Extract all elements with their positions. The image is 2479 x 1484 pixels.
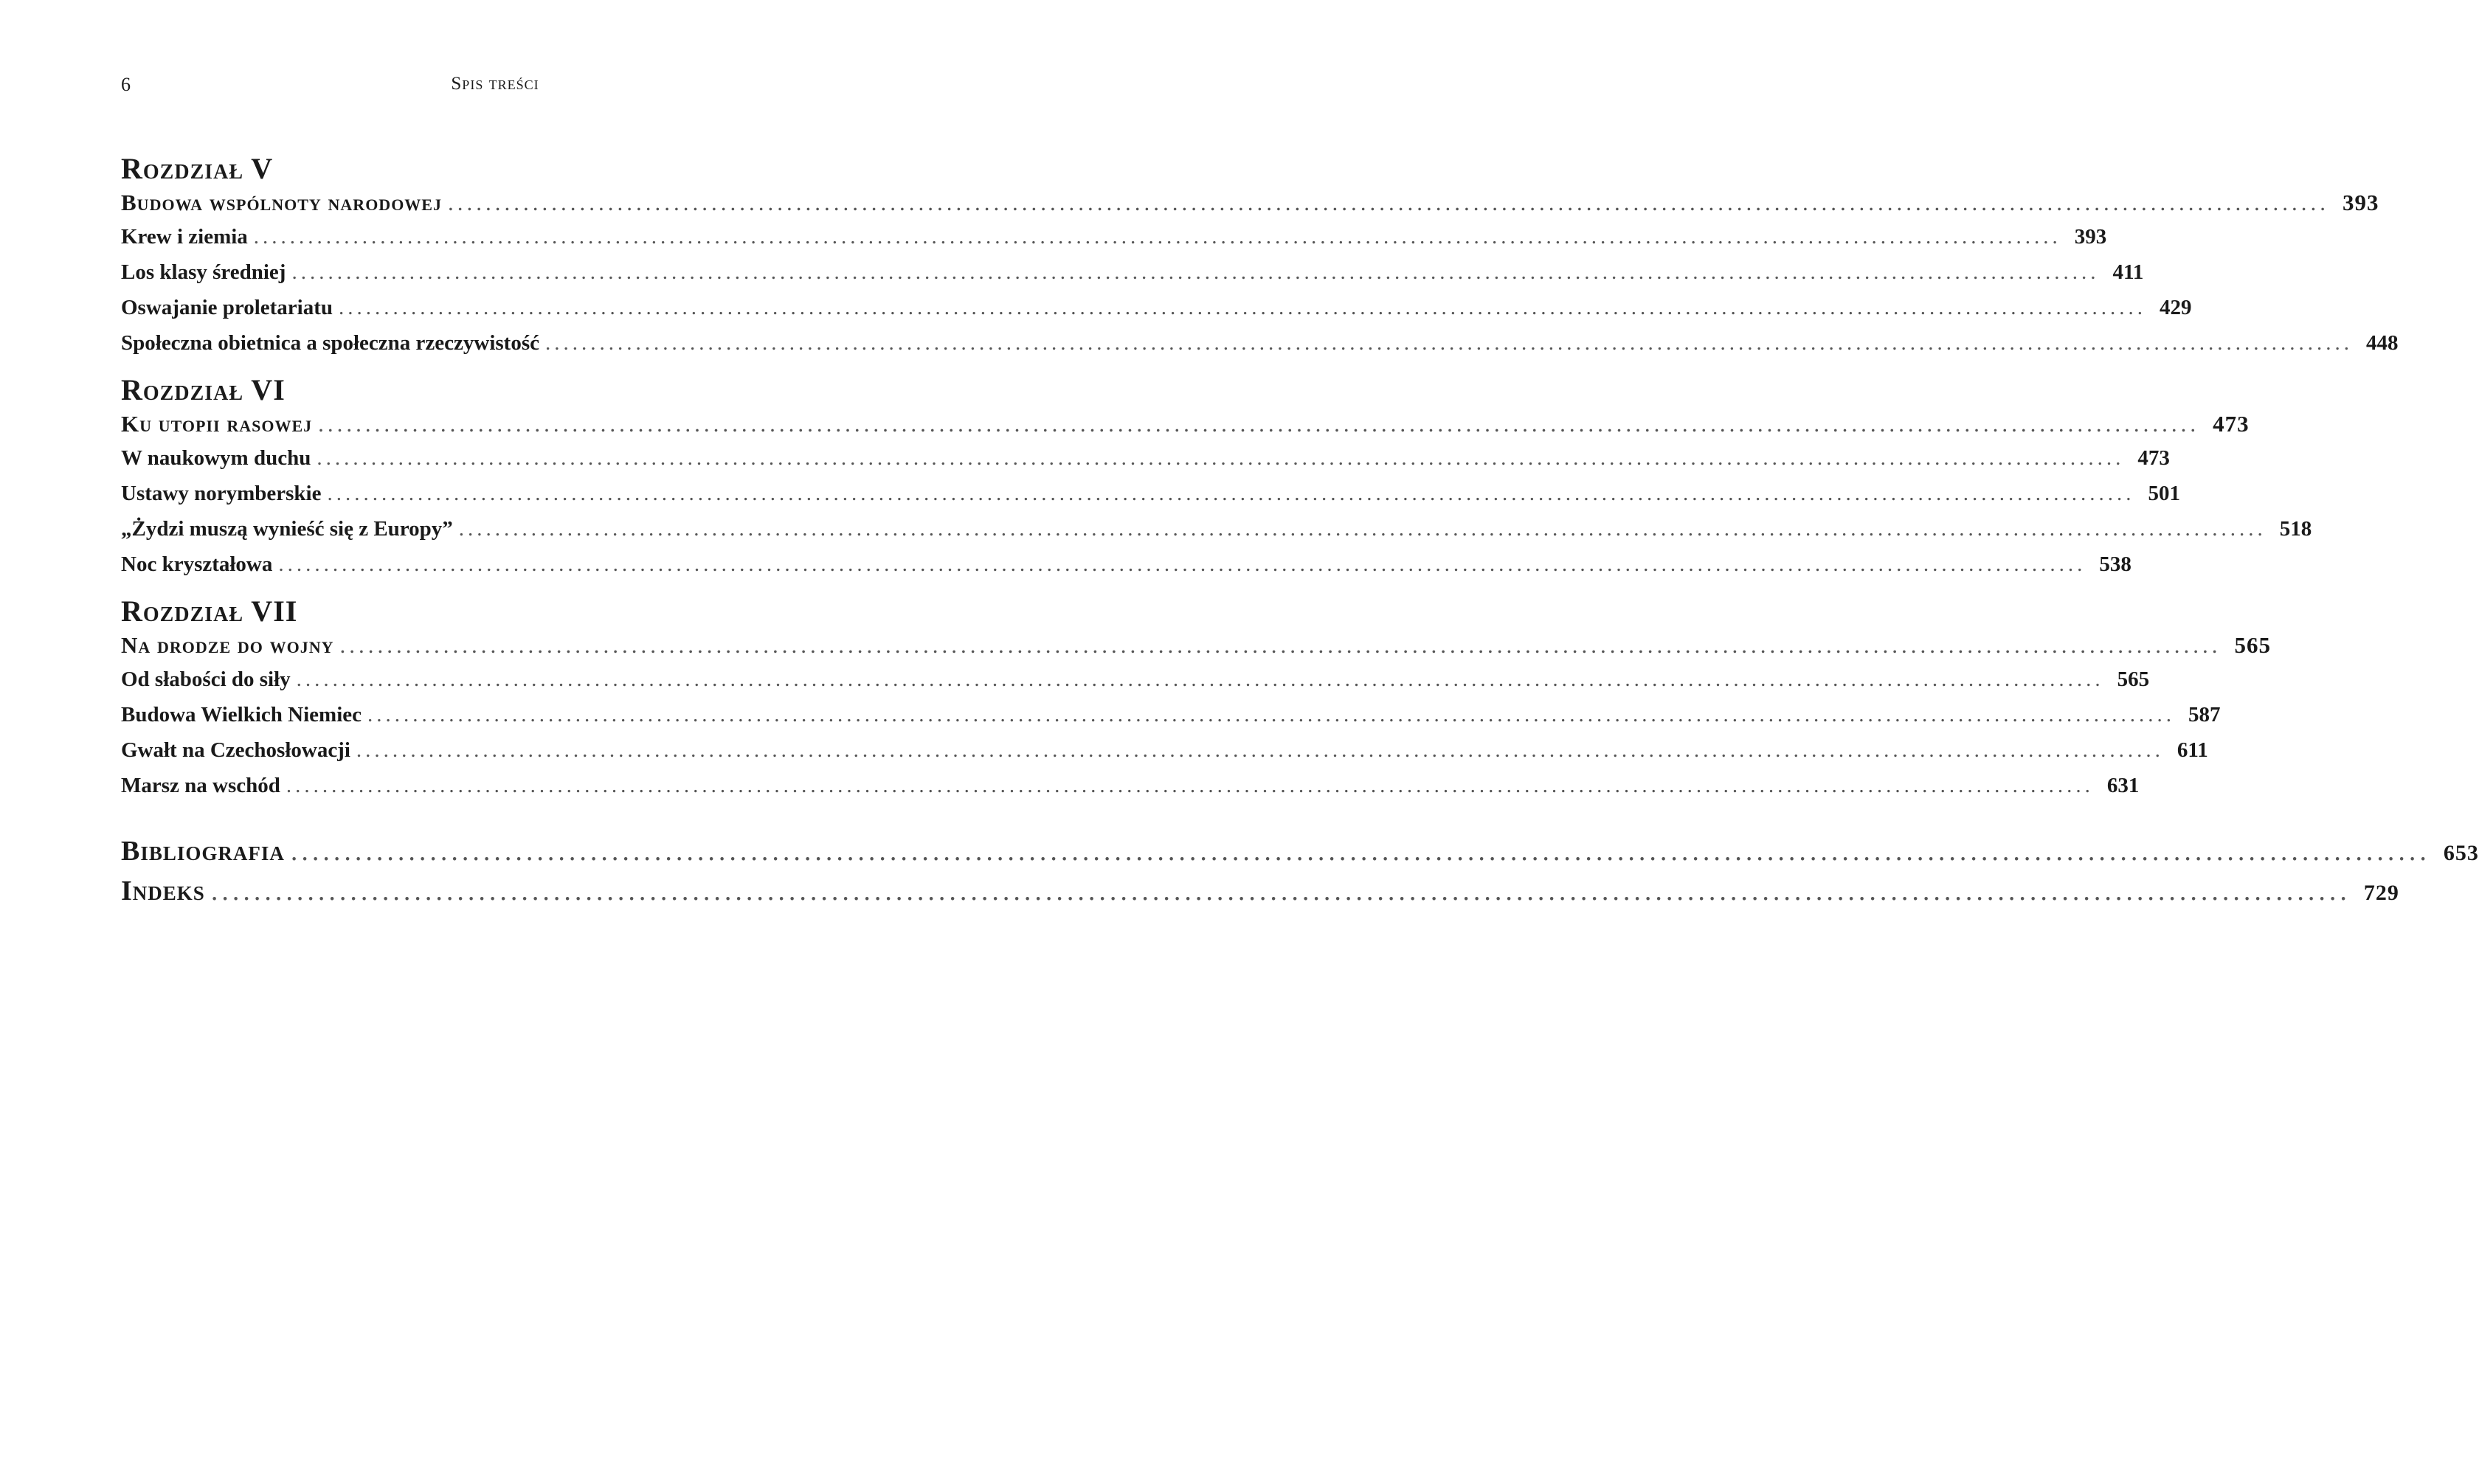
section-title: Los klasy średniej — [121, 260, 286, 284]
toc-entry[interactable] — [121, 547, 2131, 582]
section-title: Ustawy norymberskie — [121, 482, 322, 505]
toc-entry[interactable] — [121, 511, 2312, 547]
page-ref: 587 — [2188, 703, 2221, 727]
section-title: Oswajanie proletariatu — [121, 296, 333, 319]
dot-leader: ........................................................................................................................................................................................................ — [210, 876, 2351, 906]
section-title: Gwałt na Czechosłowacji — [121, 738, 350, 762]
toc-entry[interactable] — [121, 662, 2150, 697]
chapter-title: Budowa wspólnoty narodowej — [121, 190, 442, 215]
page-ref: 393 — [2074, 225, 2107, 249]
toc-entry[interactable] — [121, 440, 2170, 476]
section-title: Noc kryształowa — [121, 552, 273, 576]
page-ref: 565 — [2117, 668, 2150, 691]
section-title: Marsz na wschód — [121, 774, 280, 797]
chapter-title-entry[interactable] — [121, 408, 2250, 440]
page-ref: 611 — [2177, 738, 2208, 762]
chapter-v — [121, 151, 2399, 361]
toc-entry[interactable] — [121, 290, 2192, 325]
chapter-label: Rozdział VI — [121, 373, 286, 406]
dot-leader: ........................................................................................................................................................................................................ — [253, 225, 2061, 249]
section-title: „Żydzi muszą wynieść się z Europy” — [121, 517, 453, 541]
page-ref: 448 — [2366, 331, 2399, 355]
dot-leader: ........................................................................................................................................................................................................ — [447, 190, 2329, 215]
page-ref: 631 — [2106, 774, 2140, 797]
page-ref: 518 — [2279, 517, 2312, 541]
backmatter — [121, 831, 2479, 911]
dot-leader: ........................................................................................................................................................................................................ — [290, 836, 2430, 867]
dot-leader: ........................................................................................................................................................................................................ — [318, 411, 2200, 437]
section-title: Od słabości do siły — [121, 668, 291, 691]
toc-entry[interactable] — [121, 768, 2140, 803]
index-entry[interactable] — [121, 871, 2399, 911]
chapter-title-entry[interactable] — [121, 187, 2379, 219]
chapter-title-entry[interactable] — [121, 629, 2272, 662]
backmatter-title: Bibliografia — [121, 836, 285, 867]
toc-entry[interactable] — [121, 254, 2144, 290]
section-title: Społeczna obietnica a społeczna rzeczywistość — [121, 331, 540, 355]
page-ref: 653 — [2443, 841, 2479, 865]
dot-leader: ........................................................................................................................................................................................................ — [339, 296, 2147, 319]
running-title: Spis treści — [451, 74, 539, 94]
toc-entry[interactable] — [121, 732, 2208, 768]
chapter-title: Ku utopii rasowej — [121, 411, 313, 437]
dot-leader: ........................................................................................................................................................................................................ — [327, 482, 2135, 505]
dot-leader: ........................................................................................................................................................................................................ — [545, 331, 2354, 355]
section-title: W naukowym duchu — [121, 446, 311, 470]
dot-leader: ........................................................................................................................................................................................................ — [458, 517, 2267, 541]
page-ref: 473 — [2137, 446, 2170, 470]
table-of-contents — [121, 151, 2479, 911]
running-head — [121, 74, 869, 103]
dot-leader: ........................................................................................................................................................................................................ — [317, 446, 2125, 470]
chapter-label: Rozdział VII — [121, 594, 298, 628]
dot-leader: ........................................................................................................................................................................................................ — [367, 703, 2175, 727]
chapter-vi — [121, 372, 2312, 582]
page-ref: 411 — [2112, 260, 2144, 284]
section-title: Budowa Wielkich Niemiec — [121, 703, 362, 727]
page-ref: 429 — [2160, 296, 2192, 319]
backmatter-title: Indeks — [121, 876, 205, 906]
page-ref: 473 — [2213, 411, 2250, 437]
toc-entry[interactable] — [121, 697, 2221, 732]
page-ref: 538 — [2099, 552, 2131, 576]
dot-leader: ........................................................................................................................................................................................................ — [291, 260, 2100, 284]
page-ref: 501 — [2148, 482, 2180, 505]
dot-leader: ........................................................................................................................................................................................................ — [296, 668, 2104, 691]
page-number: 6 — [121, 74, 131, 95]
dot-leader: ........................................................................................................................................................................................................ — [278, 552, 2086, 576]
chapter-title: Na drodze do wojny — [121, 632, 334, 658]
page-ref: 565 — [2234, 632, 2272, 658]
toc-entry[interactable] — [121, 325, 2399, 361]
page-ref: 729 — [2363, 881, 2399, 905]
bibliography-entry[interactable] — [121, 831, 2479, 871]
dot-leader: ........................................................................................................................................................................................................ — [339, 632, 2222, 658]
chapter-vii — [121, 594, 2272, 803]
toc-entry[interactable] — [121, 219, 2107, 254]
toc-entry[interactable] — [121, 476, 2180, 511]
page-ref: 393 — [2342, 190, 2379, 215]
dot-leader: ........................................................................................................................................................................................................ — [286, 774, 2094, 797]
section-title: Krew i ziemia — [121, 225, 248, 249]
dot-leader: ........................................................................................................................................................................................................ — [356, 738, 2164, 762]
chapter-label: Rozdział V — [121, 152, 274, 185]
